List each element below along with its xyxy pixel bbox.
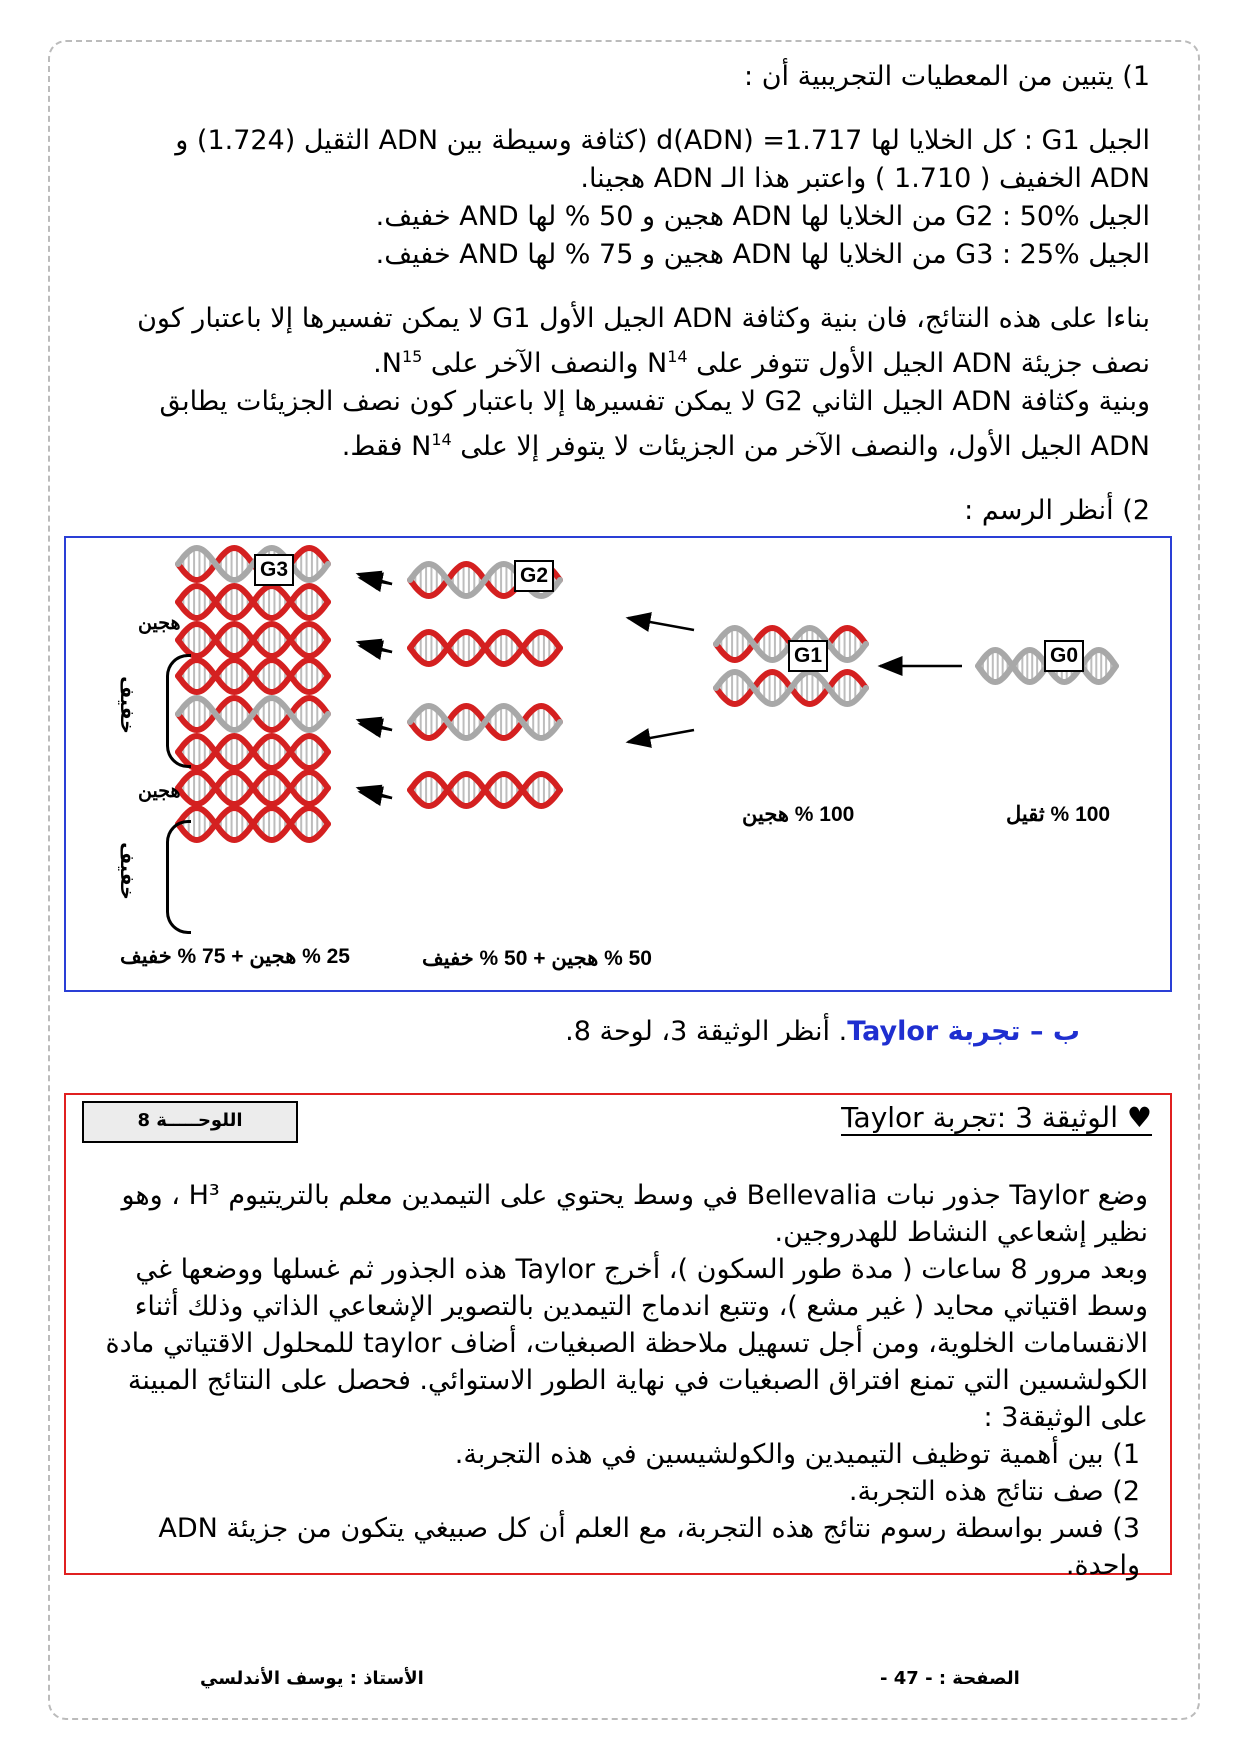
hybrid-label-mid: هجين: [138, 781, 181, 802]
dna-diagram: [66, 538, 1170, 990]
text-span: نصف جزيئة ADN الجيل الأول تتوفر على N: [646, 348, 1150, 379]
doc-paragraph-2: وبعد مرور 8 ساعات ( مدة طور السكون )، أخرج Taylor هذه الجذور ثم غسلها ووضعها غي وسط اقتياتي محايد ( غير مشع )، وتتبع اندماج التيمدين بالتصوير الإشعاعي الذاتي وذلك أثناء الانقسامات الخلوية، ومن أجل تسهيل ملاحظة الصبغيات، أضاف taylor للمحلول الاقتياتي مادة الكولشسين التي تمنع افتراق الصبغيات في نهاية الطور الاستوائي. فحصل على النتائج المبينة على الوثيقة3 :: [105, 1254, 1148, 1433]
g3-light-dna: [178, 624, 328, 656]
text-span: .: [373, 348, 382, 379]
light-label-bottom: خفيف: [115, 842, 138, 900]
g3-light-dna: [178, 808, 328, 840]
g3-hybrid-dna: [178, 698, 328, 730]
section-1: [90, 58, 1150, 530]
brace-bottom: [166, 820, 191, 934]
g3-light-dna: [178, 736, 328, 768]
gen-label-g1: G1: [788, 640, 828, 672]
doc-question-3: 3) فسر بواسطة رسوم نتائج هذه التجربة، مع العلم أن كل صبيغي يتكون من جزيئة ADN واحدة.: [158, 1513, 1140, 1581]
interpretation-g2-b: [90, 421, 1150, 466]
arrow-g1-to-g2-bottom: [628, 730, 694, 742]
isotope-sup: 14: [431, 430, 452, 449]
light-label-top: خفيف: [115, 676, 138, 734]
g2-caption: 50 % هجين + 50 % خفيف: [422, 947, 652, 970]
g1-line-1: الجيل G1 : كل الخلايا لها d(ADN) =1.717 (كثافة وسيطة بين ADN الثقيل (1.724) و: [175, 125, 1150, 156]
g3-caption: 25 % هجين + 75 % خفيف: [120, 945, 350, 968]
g3-hybrid-dna: [178, 548, 328, 580]
footer-page-number: الصفحة : - 47 -: [880, 1668, 1020, 1689]
g0-caption: 100 % ثقيل: [1006, 803, 1111, 826]
document-body: [84, 1177, 1148, 1584]
g3-light-dna: [178, 772, 328, 804]
arrow-g1-to-g2-top: [628, 618, 694, 630]
g2-line: الجيل G2 : 50% من الخلايا لها ADN هجين و 50 % لها AND خفيف.: [375, 201, 1150, 232]
part-b-title: ب – تجربة Taylor: [847, 1016, 1080, 1047]
document-title: [841, 1101, 1152, 1134]
interpretation-g1-a: بناءا على هذه النتائج، فان بنية وكثافة ADN الجيل الأول G1 لا يمكن تفسيرها إلا باعتبار كون: [137, 303, 1150, 334]
text-span: ADN الجيل الأول، والنصف الآخر من الجزيئات لا يتوفر إلا على N: [411, 431, 1150, 462]
g2-light-dna: [410, 632, 560, 664]
isotope-sup: 15: [401, 347, 423, 366]
document-3-box: [64, 1093, 1172, 1581]
g2-hybrid-dna: [410, 706, 560, 738]
dna-replication-figure: [64, 536, 1172, 992]
doc-question-2: 2) صف نتائج هذه التجربة.: [848, 1476, 1140, 1507]
gen-label-g3: G3: [254, 554, 294, 586]
g3-light-dna: [178, 586, 328, 618]
g3-line: الجيل G3 : 25% من الخلايا لها ADN هجين و 75 % لها AND خفيف.: [375, 239, 1150, 270]
g1-caption: 100 % هجين: [742, 803, 855, 826]
g2-light-dna: [410, 774, 560, 806]
g1-hybrid-dna: [716, 672, 866, 704]
g3-light-dna: [178, 660, 328, 692]
doc-paragraph-1: وضع Taylor جذور نبات Bellevalia في وسط يحتوي على التيمدين معلم بالتريتيوم H³ ، وهو نظير إشعاعي النشاط للهدروجين.: [121, 1180, 1148, 1248]
title-text: ♥ الوثيقة 3 :تجربة Taylor: [841, 1101, 1152, 1134]
question-1: 1) يتبين من المعطيات التجريبية أن :: [744, 61, 1150, 92]
g1-line-2: ADN الخفيف ( 1.710 ) واعتبر هذا الـ ADN هجينا.: [580, 163, 1150, 194]
brace-top: [166, 654, 191, 768]
gen-label-g2: G2: [514, 560, 554, 592]
hybrid-label-top: هجين: [138, 613, 181, 634]
plate-label: اللوحـــــة 8: [82, 1101, 298, 1143]
footer-teacher: الأستاذ : يوسف الأندلسي: [200, 1668, 424, 1689]
text-span: فقط.: [341, 431, 412, 462]
interpretation-g1-b: [90, 338, 1150, 383]
interpretation-g2-a: وبنية وكثافة ADN الجيل الثاني G2 لا يمكن تفسيرها إلا باعتبار كون نصف الجزيئات يطابق: [159, 386, 1150, 417]
isotope-sup: 14: [667, 347, 688, 366]
doc-question-1: 1) بين أهمية توظيف التيميدين والكولشيسين في هذه التجربة.: [454, 1439, 1140, 1470]
text-span: والنصف الآخر على N: [381, 348, 647, 379]
part-b-ref: . أنظر الوثيقة 3، لوحة 8.: [565, 1016, 848, 1047]
part-b-heading: [540, 1016, 1080, 1047]
gen-label-g0: G0: [1044, 640, 1084, 672]
question-2: 2) أنظر الرسم :: [964, 495, 1150, 526]
